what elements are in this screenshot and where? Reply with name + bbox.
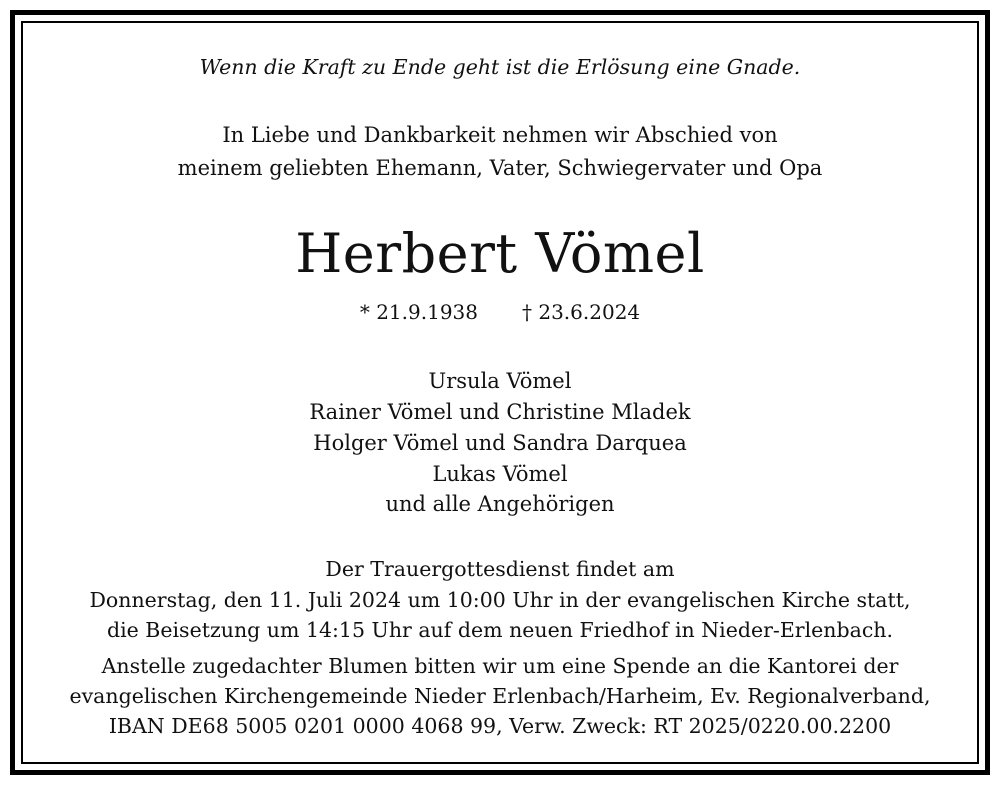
intro-line-1: In Liebe und Dankbarkeit nehmen wir Abschied von xyxy=(222,123,778,147)
mourner-5: und alle Angehörigen xyxy=(385,492,615,516)
mourner-2: Rainer Vömel und Christine Mladek xyxy=(309,400,691,424)
deceased-name: Herbert Vömel xyxy=(295,222,705,285)
death-date: † 23.6.2024 xyxy=(522,300,641,324)
intro-line-2: meinem geliebten Ehemann, Vater, Schwiegervater und Opa xyxy=(177,156,823,180)
service-line-2: Donnerstag, den 11. Juli 2024 um 10:00 Uhr in der evangelischen Kirche statt, xyxy=(89,588,911,612)
birth-date: * 21.9.1938 xyxy=(359,300,478,324)
service-line-1: Der Trauergottesdienst findet am xyxy=(325,557,675,581)
life-dates xyxy=(0,300,1000,324)
mourner-4: Lukas Vömel xyxy=(432,462,568,486)
mourner-3: Holger Vömel und Sandra Darquea xyxy=(313,431,687,455)
motto: Wenn die Kraft zu Ende geht ist die Erlösung eine Gnade. xyxy=(199,55,801,79)
donation-line-3: IBAN DE68 5005 0201 0000 4068 99, Verw. Zweck: RT 2025/0220.00.2200 xyxy=(108,714,892,738)
donation-line-2: evangelischen Kirchengemeinde Nieder Erlenbach/Harheim, Ev. Regionalverband, xyxy=(69,684,931,708)
mourner-1: Ursula Vömel xyxy=(428,369,572,393)
donation-line-1: Anstelle zugedachter Blumen bitten wir um eine Spende an die Kantorei der xyxy=(101,654,899,678)
service-line-3: die Beisetzung um 14:15 Uhr auf dem neuen Friedhof in Nieder-Erlenbach. xyxy=(106,618,894,642)
